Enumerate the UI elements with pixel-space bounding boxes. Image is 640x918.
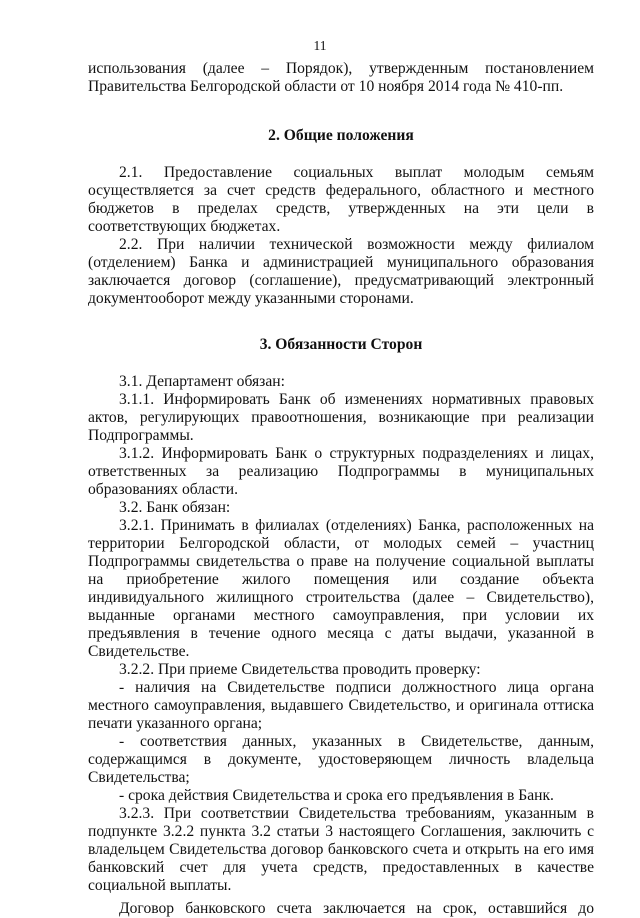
paragraph-2-1: 2.1. Предоставление социальных выплат молодым семьям осуществляется за счет средств федерального, областного и местного бюджетов в пределах средств, утвержденных на эти цели в соответствующих бюджетах. [88, 164, 594, 235]
spacer [88, 145, 594, 164]
page-number: 11 [313, 38, 327, 53]
paragraph-3-2: 3.2. Банк обязан: [119, 499, 231, 516]
list-item-validity-check: - срока действия Свидетельства и срока его предъявления в Банк. [119, 787, 554, 804]
paragraph-3-2-1: 3.2.1. Принимать в филиалах (отделениях) Банка, расположенных на территории Белгородской области, от молодых семей – участниц Подпрограммы свидетельства о праве на получение социальной выплаты на приобретение жилого помещения или создание объекта индивидуального жилищного строительства (далее – Свидетельство), выданные органами местного самоуправления, при условии их предъявления в течение одного месяца с даты выдачи, указанной в Свидетельстве. [88, 517, 594, 660]
list-item-signature-check: - наличия на Свидетельстве подписи должностного лица органа местного самоуправления, выдавшего Свидетельство, и оригинала оттиска печати указанного органа; [88, 679, 594, 732]
paragraph-contract-term: Договор банковского счета заключается на срок, оставшийся до [119, 900, 594, 917]
intro-line-2: Правительства Белгородской области от 10 ноября 2014 года № 410-пп. [88, 78, 564, 95]
list-item-data-match-check: - соответствия данных, указанных в Свидетельстве, данным, содержащимся в документе, удостоверяющем личность владельца Свидетельства; [88, 733, 594, 786]
paragraph-3-1: 3.1. Департамент обязан: [119, 373, 285, 390]
spacer [88, 354, 594, 373]
paragraph-3-2-3: 3.2.3. При соответствии Свидетельства требованиям, указанным в подпункте 3.2.2 пункта 3.2 статьи 3 настоящего Соглашения, заключить с владельцем Свидетельства договор банковского счета и открыть на его имя банковский счет для учета средств, предоставленных в качестве социальной выплаты. [88, 805, 594, 894]
paragraph-2-2: 2.2. При наличии технической возможности между филиалом (отделением) Банка и администрацией муниципального образования заключается договор (соглашение), предусматривающий электронный документооборот между указанными сторонами. [88, 236, 594, 307]
spacer [88, 308, 594, 336]
paragraph-3-1-1: 3.1.1. Информировать Банк об изменениях нормативных правовых актов, регулирующих правоотношения, возникающие при реализации Подпрограммы. [88, 391, 594, 444]
document-body [88, 60, 594, 918]
spacer [88, 96, 594, 127]
section-2-heading: 2. Общие положения [268, 127, 414, 144]
paragraph-3-1-2: 3.1.2. Информировать Банк о структурных подразделениях и лицах, ответственных за реализацию Подпрограммы в муниципальных образованиях области. [88, 445, 594, 498]
section-3-heading: 3. Обязанности Сторон [259, 336, 423, 353]
intro-line-1: использования (далее – Порядок), утвержденным постановлением [88, 60, 594, 77]
paragraph-3-2-2: 3.2.2. При приеме Свидетельства проводить проверку: [119, 661, 481, 678]
